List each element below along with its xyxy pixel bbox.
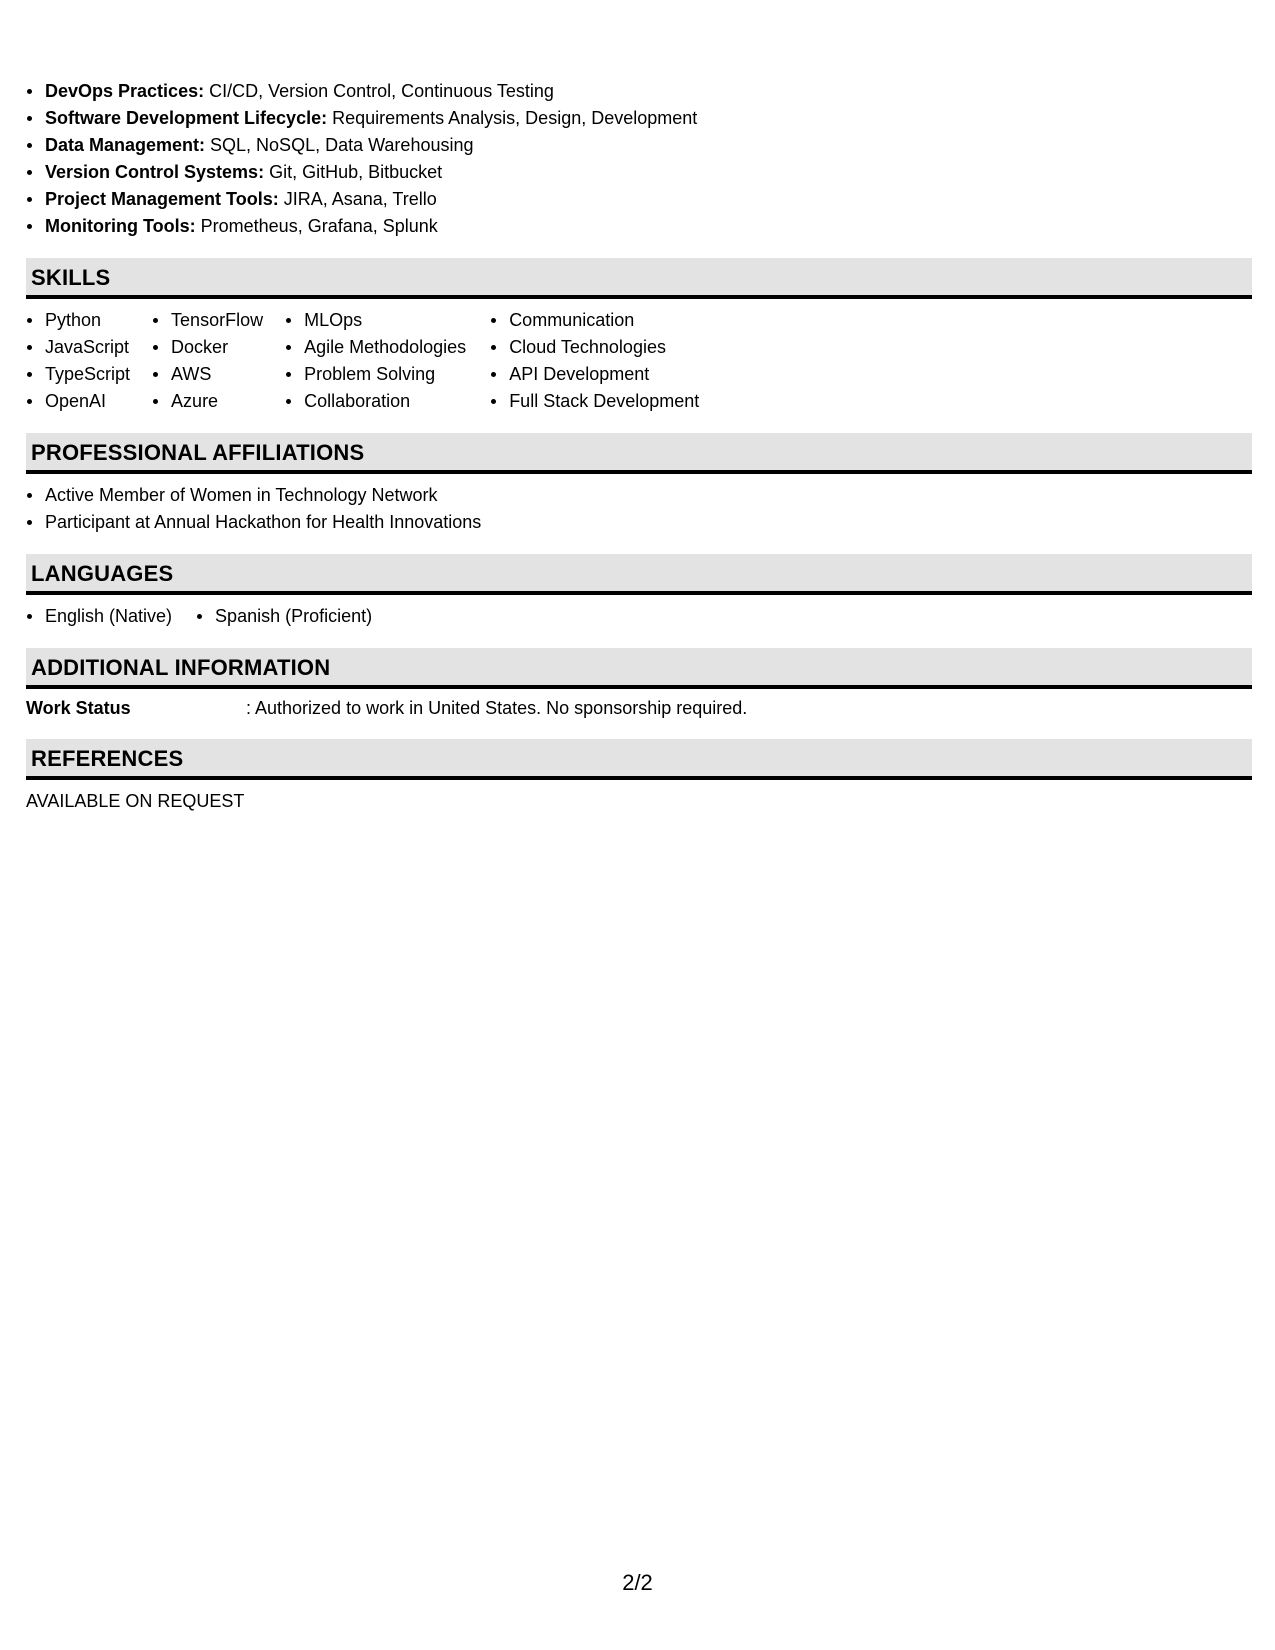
skill-item: Azure	[152, 388, 263, 415]
language-item: English (Native)	[26, 603, 172, 630]
item-label: DevOps Practices:	[45, 81, 205, 101]
list-item: Active Member of Women in Technology Network	[26, 482, 1252, 509]
skill-item: Collaboration	[285, 388, 466, 415]
skill-item: Communication	[490, 307, 699, 334]
affiliations-section	[26, 433, 1252, 536]
work-status-label: Work Status	[26, 698, 131, 718]
skill-item: AWS	[152, 361, 263, 388]
list-item	[26, 186, 1252, 213]
list-item	[26, 132, 1252, 159]
skill-item: MLOps	[285, 307, 466, 334]
skill-item: OpenAI	[26, 388, 130, 415]
affiliations-list	[26, 474, 1252, 536]
technical-competencies-list	[26, 78, 1252, 240]
additional-info-section	[26, 648, 1252, 721]
item-label: Project Management Tools:	[45, 189, 279, 209]
skills-column	[152, 307, 263, 415]
section-heading: LANGUAGES	[26, 554, 1252, 595]
item-text: Prometheus, Grafana, Splunk	[195, 216, 438, 236]
skill-item: Full Stack Development	[490, 388, 699, 415]
item-text: Git, GitHub, Bitbucket	[264, 162, 443, 182]
skills-section	[26, 258, 1252, 415]
references-section	[26, 739, 1252, 814]
section-heading: SKILLS	[26, 258, 1252, 299]
list-item	[26, 213, 1252, 240]
skills-column	[490, 307, 699, 415]
resume-content	[26, 78, 1252, 814]
list-item	[26, 105, 1252, 132]
skill-item: TensorFlow	[152, 307, 263, 334]
section-heading: ADDITIONAL INFORMATION	[26, 648, 1252, 689]
item-label: Monitoring Tools:	[45, 216, 196, 236]
item-label: Version Control Systems:	[45, 162, 265, 182]
references-text: AVAILABLE ON REQUEST	[26, 791, 245, 811]
skill-item: Agile Methodologies	[285, 334, 466, 361]
list-item: Participant at Annual Hackathon for Health Innovations	[26, 509, 1252, 536]
skill-item: TypeScript	[26, 361, 130, 388]
language-item: Spanish (Proficient)	[196, 603, 372, 630]
item-text: CI/CD, Version Control, Continuous Testing	[204, 81, 554, 101]
skill-item: Python	[26, 307, 130, 334]
work-status-row	[26, 689, 1252, 721]
item-text: SQL, NoSQL, Data Warehousing	[205, 135, 474, 155]
skill-item: JavaScript	[26, 334, 130, 361]
skill-item: Cloud Technologies	[490, 334, 699, 361]
list-item	[26, 159, 1252, 186]
skills-column	[285, 307, 466, 415]
work-status-value: : Authorized to work in United States. No sponsorship required.	[246, 698, 748, 718]
section-heading: REFERENCES	[26, 739, 1252, 780]
item-text: Requirements Analysis, Design, Development	[327, 108, 698, 128]
item-text: JIRA, Asana, Trello	[278, 189, 437, 209]
languages-list	[26, 595, 1252, 630]
section-heading: PROFESSIONAL AFFILIATIONS	[26, 433, 1252, 474]
languages-section	[26, 554, 1252, 630]
page-number: 2/2	[622, 1570, 653, 1595]
item-label: Software Development Lifecycle:	[45, 108, 328, 128]
skill-item: API Development	[490, 361, 699, 388]
skills-grid	[26, 299, 1252, 415]
skill-item: Problem Solving	[285, 361, 466, 388]
skill-item: Docker	[152, 334, 263, 361]
list-item	[26, 78, 1252, 105]
item-label: Data Management:	[45, 135, 206, 155]
skills-column	[26, 307, 130, 415]
